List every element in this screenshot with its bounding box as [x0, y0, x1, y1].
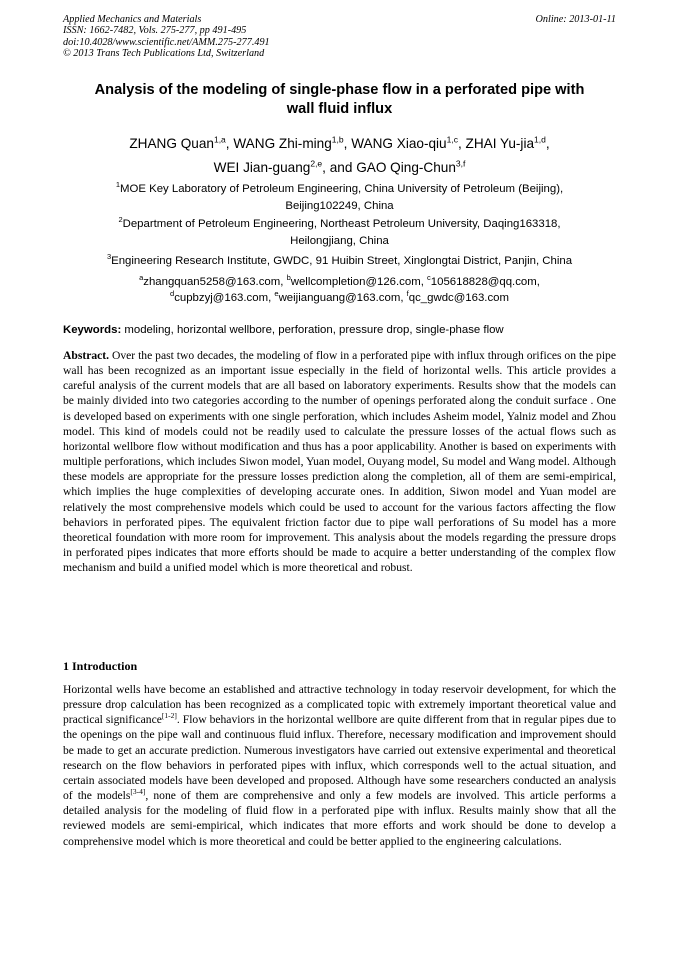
- author-name: ZHAI Yu-jia: [465, 136, 535, 151]
- affiliation-number: 1: [115, 180, 120, 190]
- title-line-1: Analysis of the modeling of single-phase flow in a perforated pipe with: [94, 82, 585, 98]
- introduction-paragraph: [63, 682, 616, 849]
- paper-title: [63, 81, 616, 119]
- journal-header: [63, 14, 616, 60]
- intro-text: . Flow behaviors in the horizontal wellbore are quite different from that in regular pipes due to the openings on the pipe wall and continuous fluid influx. Therefore, necessary modification and improvement should be made to get an accurate prediction. Numerous investigators have carried out extensive experimental and theoretical research on the flow behaviors in perforated pipes with influx, which corresponds well to the actual situation, and certain associated models have been developed and proposed. Although have some researchers conducted an analysis of the models: [63, 713, 616, 803]
- keywords-text: modeling, horizontal wellbore, perforation, pressure drop, single-phase flow: [121, 324, 504, 336]
- email-separator: ,: [268, 291, 275, 304]
- email-separator: ,: [420, 276, 428, 288]
- email-separator: ,: [400, 291, 407, 304]
- affiliation-2: [63, 216, 616, 249]
- author-affil-sup: 1,a: [213, 134, 226, 145]
- author-name: WEI Jian-guang: [213, 160, 311, 175]
- email-sup: e: [274, 288, 279, 298]
- affiliation-1: [63, 181, 616, 214]
- abstract-label: Abstract.: [63, 349, 110, 362]
- copyright-line: © 2013 Trans Tech Publications Ltd, Switzerland: [63, 48, 265, 60]
- affiliation-line: Engineering Research Institute, GWDC, 91 Huibin Street, Xinglongtai District, Panjin, China: [111, 255, 573, 267]
- journal-name: Applied Mechanics and Materials: [63, 14, 202, 25]
- affiliation-line: Department of Petroleum Engineering, Northeast Petroleum University, Daqing163318,: [122, 218, 561, 230]
- affiliation-3: [63, 253, 616, 270]
- author-list: [63, 132, 616, 180]
- email-list: [63, 275, 616, 306]
- abstract-text: Over the past two decades, the modeling of flow in a perforated pipe with influx through orifices on the pipe wall has been recognized as an important issue especially in the field of horizontal wells. This article provides a careful analysis of the current models that are all based on laboratory experiments. Results show that the models can be mainly divided into two categories according to the number of openings perforated along the conduit surface . One is developed based on experiments with one single perforation, which includes Asheim model, Yalniz model and Zhou model. This kind of models could not be readily used to calculate the pressure losses of the actual flows such as horizontal wellbore flow without modification and thus has a poor applicability. Another is based on experiments with multiple perforations, which includes Siwon model, Yuan model, Ouyang model, Su model and Wang model. Although these models are appropriate for the pressure losses prediction along the completion, all of them are semi-empirical, which implies the huge complexities of developing accurate ones. In addition, Siwon model and Yuan model are relatively the most comprehensive models which could be used to account for the various factors affecting the flow behaviors in perforated pipes. The equivalent friction factor due to pipe wall perforations of Su model has a more theoretical foundation with more room for improvement. This analysis about the models regarding the pressure drops in perforated pipes indicates that more efforts should be made to acquire a better understanding of the complex flow mechanism and build a unified model which is more theoretical and robust.: [63, 349, 616, 575]
- author-affil-sup: 3,f: [455, 158, 466, 169]
- author-name: ZHANG Quan: [129, 136, 214, 151]
- issn-line: ISSN: 1662-7482, Vols. 275-277, pp 491-495: [63, 25, 247, 37]
- affiliation-number: 2: [118, 215, 123, 225]
- author-name: GAO Qing-Chun: [356, 160, 456, 175]
- email-sup: f: [406, 288, 409, 298]
- online-date: Online: 2013-01-11: [535, 14, 616, 25]
- author-affil-sup: 1,c: [446, 134, 458, 145]
- keywords-label: Keywords:: [63, 324, 122, 336]
- author-affil-sup: 1,d: [534, 134, 546, 145]
- author-name: WANG Xiao-qiu: [351, 136, 447, 151]
- author-separator: ,: [545, 136, 550, 151]
- email-link[interactable]: 105618828@qq.com: [430, 276, 537, 288]
- title-line-2: wall fluid influx: [286, 101, 393, 117]
- abstract: [63, 348, 616, 575]
- citation[interactable]: [3-4]: [130, 787, 146, 797]
- affiliation-number: 3: [106, 252, 112, 262]
- email-link[interactable]: weijianguang@163.com: [278, 291, 401, 304]
- email-sup: b: [286, 273, 291, 283]
- doi-line: doi:10.4028/www.scientific.net/AMM.275-277.491: [63, 36, 270, 48]
- intro-text: , none of them are comprehensive and only a few models are involved. This article performs a detailed analysis for the modeling of fluid flow in a perforated pipe with influx. Results mainly show that all the reviewed models are semi-empirical, which indicates that more efforts and work should be done to develop a comprehensive model which is more theoretical and could be better applied to the engineering calculations.: [63, 789, 617, 848]
- intro-text: Horizontal wells have become an established and attractive technology in today reservoir development, for which the pressure drop calculation has been recognized as a complicated topic with extremely important theoretical value and practical significance: [63, 683, 616, 727]
- author-separator: , and: [322, 160, 357, 175]
- citation[interactable]: [1-2]: [161, 711, 177, 721]
- email-link[interactable]: qc_gwdc@163.com: [408, 291, 509, 304]
- email-sup: a: [139, 273, 144, 283]
- author-affil-sup: 1,b: [331, 134, 344, 145]
- email-link[interactable]: wellcompletion@126.com: [290, 276, 421, 288]
- email-link[interactable]: zhangquan5258@163.com: [143, 276, 281, 288]
- email-separator: ,: [536, 276, 540, 288]
- keywords: [63, 322, 616, 338]
- author-separator: ,: [457, 136, 466, 151]
- email-link[interactable]: cupbzyj@163.com: [174, 291, 269, 304]
- affiliation-line: Heilongjiang, China: [290, 234, 389, 247]
- affiliation-line: Beijing102249, China: [285, 199, 394, 212]
- email-sup: c: [427, 273, 431, 283]
- author-separator: ,: [343, 136, 352, 151]
- email-separator: ,: [280, 276, 287, 288]
- author-separator: ,: [225, 136, 234, 151]
- email-sup: d: [170, 288, 175, 298]
- author-name: WANG Zhi-ming: [233, 136, 332, 151]
- section-heading-introduction: 1 Introduction: [63, 659, 138, 673]
- author-affil-sup: 2,e: [310, 158, 323, 169]
- affiliation-line: MOE Key Laboratory of Petroleum Engineering, China University of Petroleum (Beijing),: [119, 183, 564, 195]
